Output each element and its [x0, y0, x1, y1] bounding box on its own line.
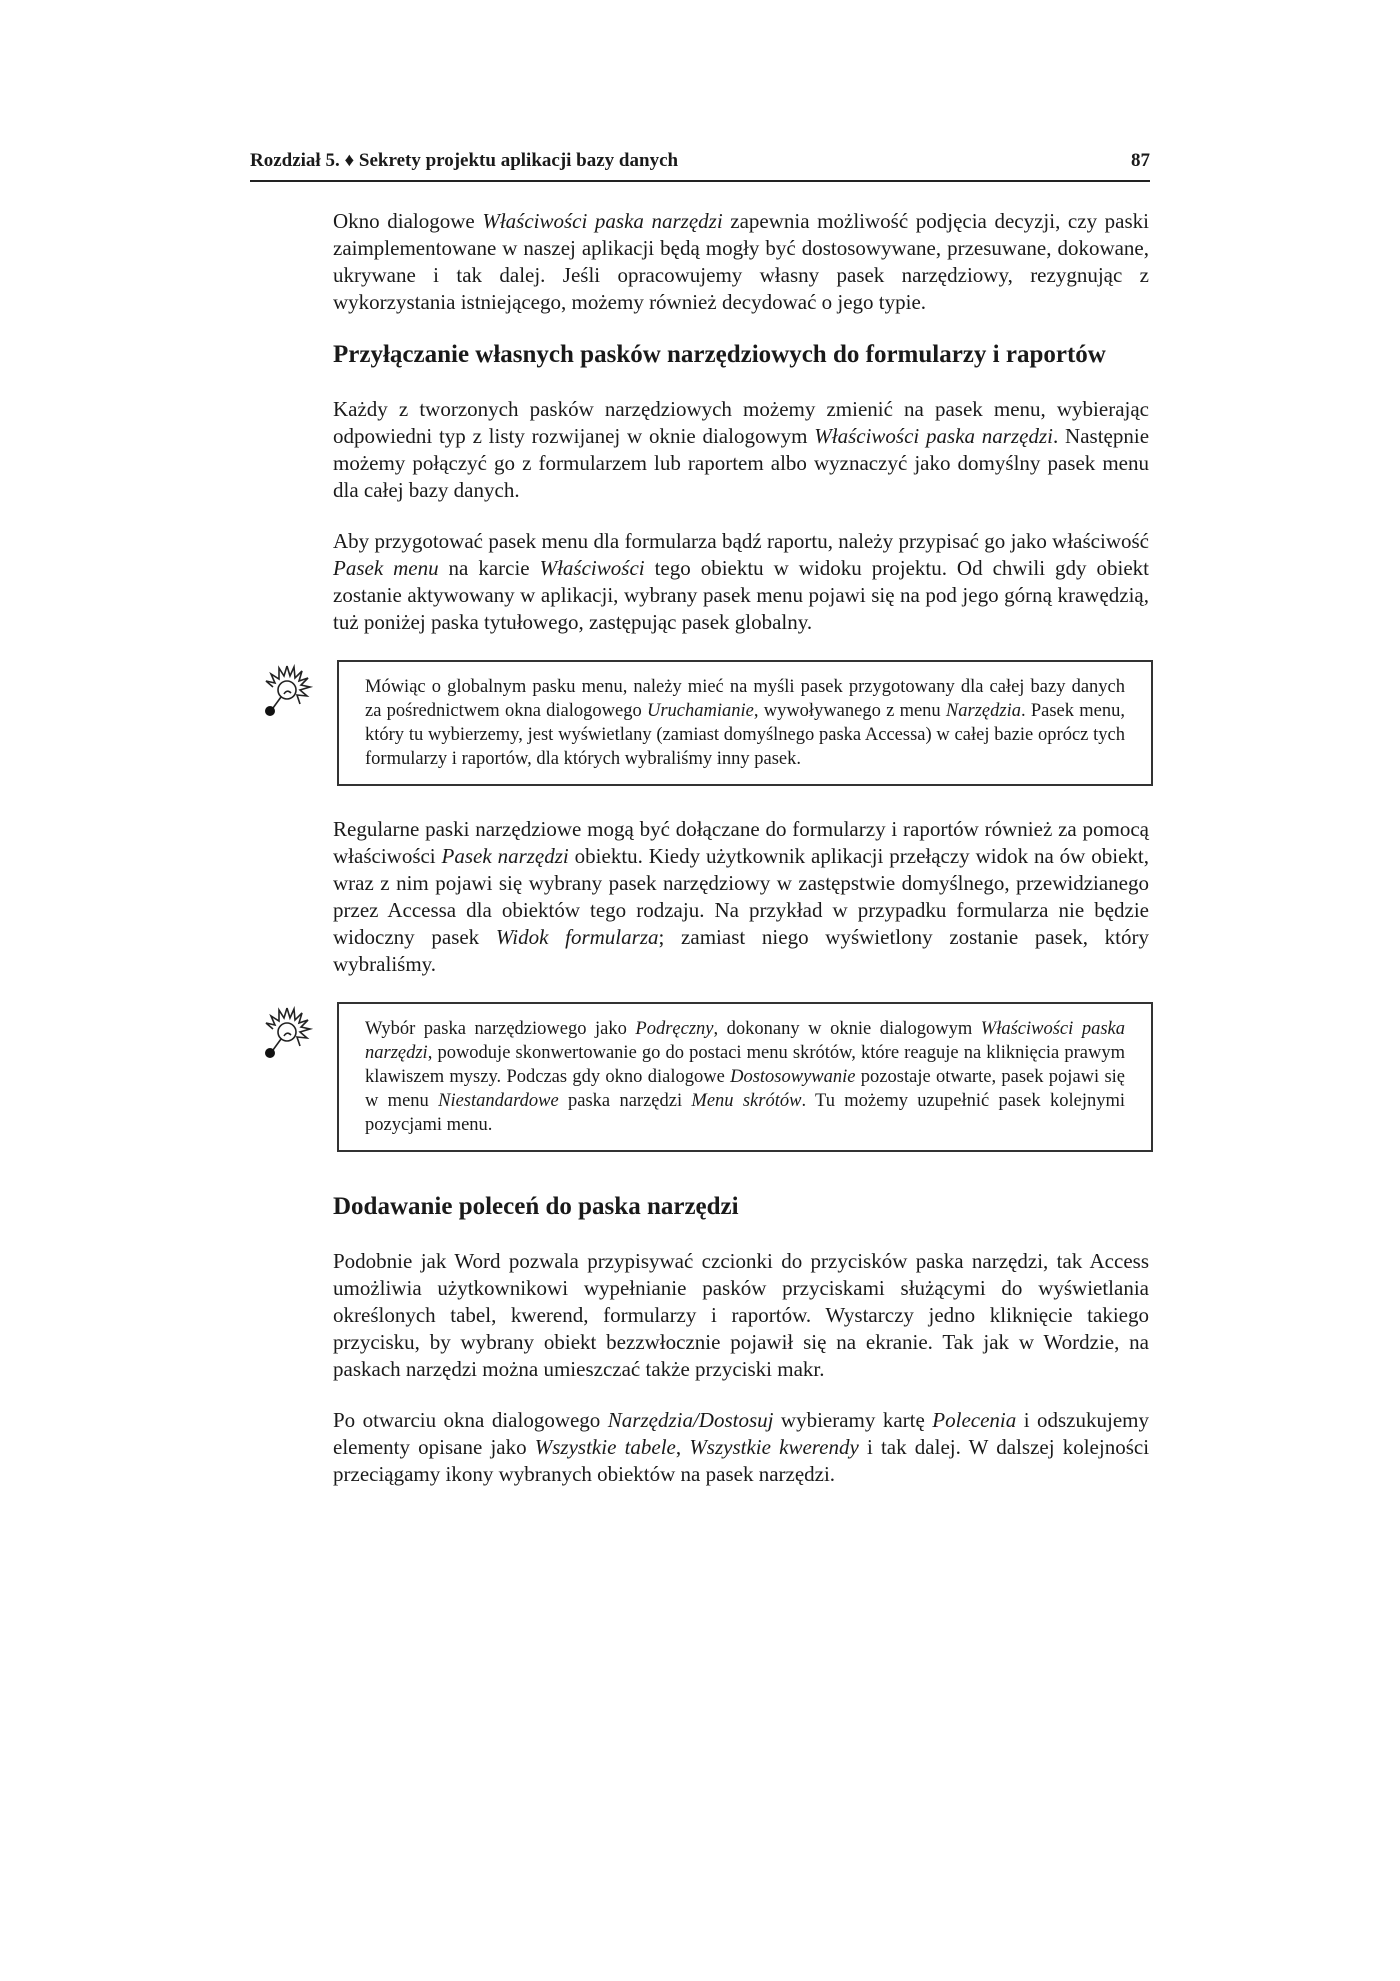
lightbulb-idea-icon: [253, 1002, 317, 1066]
page-content: [333, 208, 1149, 1512]
note-box-2: [333, 1002, 1149, 1152]
section-heading-1: Przyłączanie własnych pasków narzędziowych do formularzy i raportów: [333, 341, 1106, 368]
section-heading-2: Dodawanie poleceń do paska narzędzi: [333, 1193, 739, 1220]
paragraph-3: Aby przygotować pasek menu dla formularza bądź raportu, należy przypisać go jako właściwość Pasek menu na karcie Właściwości tego obiektu w widoku projektu. Od chwili gdy obiekt zostanie aktywowany w aplikacji, wybrany pasek menu pojawi się na pod jego górną krawędzią, tuż poniżej paska tytułowego, zastępując pasek globalny.: [333, 529, 1149, 634]
note-frame-2: [337, 1002, 1153, 1152]
running-header: [250, 146, 1150, 182]
note-box-1: [333, 660, 1149, 786]
note-text-2: Wybór paska narzędziowego jako Podręczny, dokonany w oknie dialogowym Właściwości paska narzędzi, powoduje skonwertowanie go do postaci menu skrótów, które reaguje na kliknięcia prawym klawiszem myszy. Podczas gdy okno dialogowe Dostosowywanie pozostaje otwarte, pasek pojawi się w menu Niestandardowe paska narzędzi Menu skrótów. Tu możemy uzupełnić pasek kolejnymi pozycjami menu.: [365, 1019, 1126, 1135]
chapter-title: Rozdział 5. ♦ Sekrety projektu aplikacji bazy danych: [250, 150, 679, 171]
paragraph-1: Okno dialogowe Właściwości paska narzędzi zapewnia możliwość podjęcia decyzji, czy paski zaimplementowane w naszej aplikacji będą mogły być dostosowywane, przesuwane, dokowane, ukrywane i tak dalej. Jeśli opracowujemy własny pasek narzędziowy, rezygnując z wykorzystania istniejącego, możemy również decydować o jego typie.: [333, 209, 1149, 314]
note-frame-1: [337, 660, 1153, 786]
paragraph-6: Po otwarciu okna dialogowego Narzędzia/Dostosuj wybieramy kartę Polecenia i odszukujemy elementy opisane jako Wszystkie tabele, Wszystkie kwerendy i tak dalej. W dalszej kolejności przeciągamy ikony wybranych obiektów na pasek narzędzi.: [333, 1408, 1150, 1486]
lightbulb-idea-icon: [253, 660, 317, 724]
paragraph-4: Regularne paski narzędziowe mogą być dołączane do formularzy i raportów również za pomocą właściwości Pasek narzędzi obiektu. Kiedy użytkownik aplikacji przełączy widok na ów obiekt, wraz z nim pojawi się wybrany pasek narzędziowy w zastępstwie domyślnego, przewidzianego przez Accessa dla obiektów tego rodzaju. Na przykład w przypadku formularza nie będzie widoczny pasek Widok formularza; zamiast niego wyświetlony zostanie pasek, który wybraliśmy.: [333, 817, 1150, 976]
note-text-1: Mówiąc o globalnym pasku menu, należy mieć na myśli pasek przygotowany dla całej bazy danych za pośrednictwem okna dialogowego Uruchamianie, wywoływanego z menu Narzędzia. Pasek menu, który tu wybierzemy, jest wyświetlany (zamiast domyślnego paska Accessa) w całej bazie oprócz tych formularzy i raportów, dla których wybraliśmy inny pasek.: [365, 677, 1125, 769]
page-number: 87: [1131, 150, 1150, 171]
paragraph-2: Każdy z tworzonych pasków narzędziowych możemy zmienić na pasek menu, wybierając odpowiedni typ z listy rozwijanej w oknie dialogowym Właściwości paska narzędzi. Następnie możemy połączyć go z formularzem lub raportem albo wyznaczyć jako domyślny pasek menu dla całej bazy danych.: [333, 397, 1150, 502]
paragraph-5: Podobnie jak Word pozwala przypisywać czcionki do przycisków paska narzędzi, tak Access umożliwia użytkownikowi wypełnianie pasków przyciskami służącymi do wyświetlania określonych tabel, kwerend, formularzy i raportów. Wystarczy jedno kliknięcie takiego przycisku, by wybrany obiekt bezzwłocznie pojawił się na ekranie. Tak jak w Wordzie, na paskach narzędzi można umieszczać także przyciski makr.: [333, 1249, 1149, 1381]
